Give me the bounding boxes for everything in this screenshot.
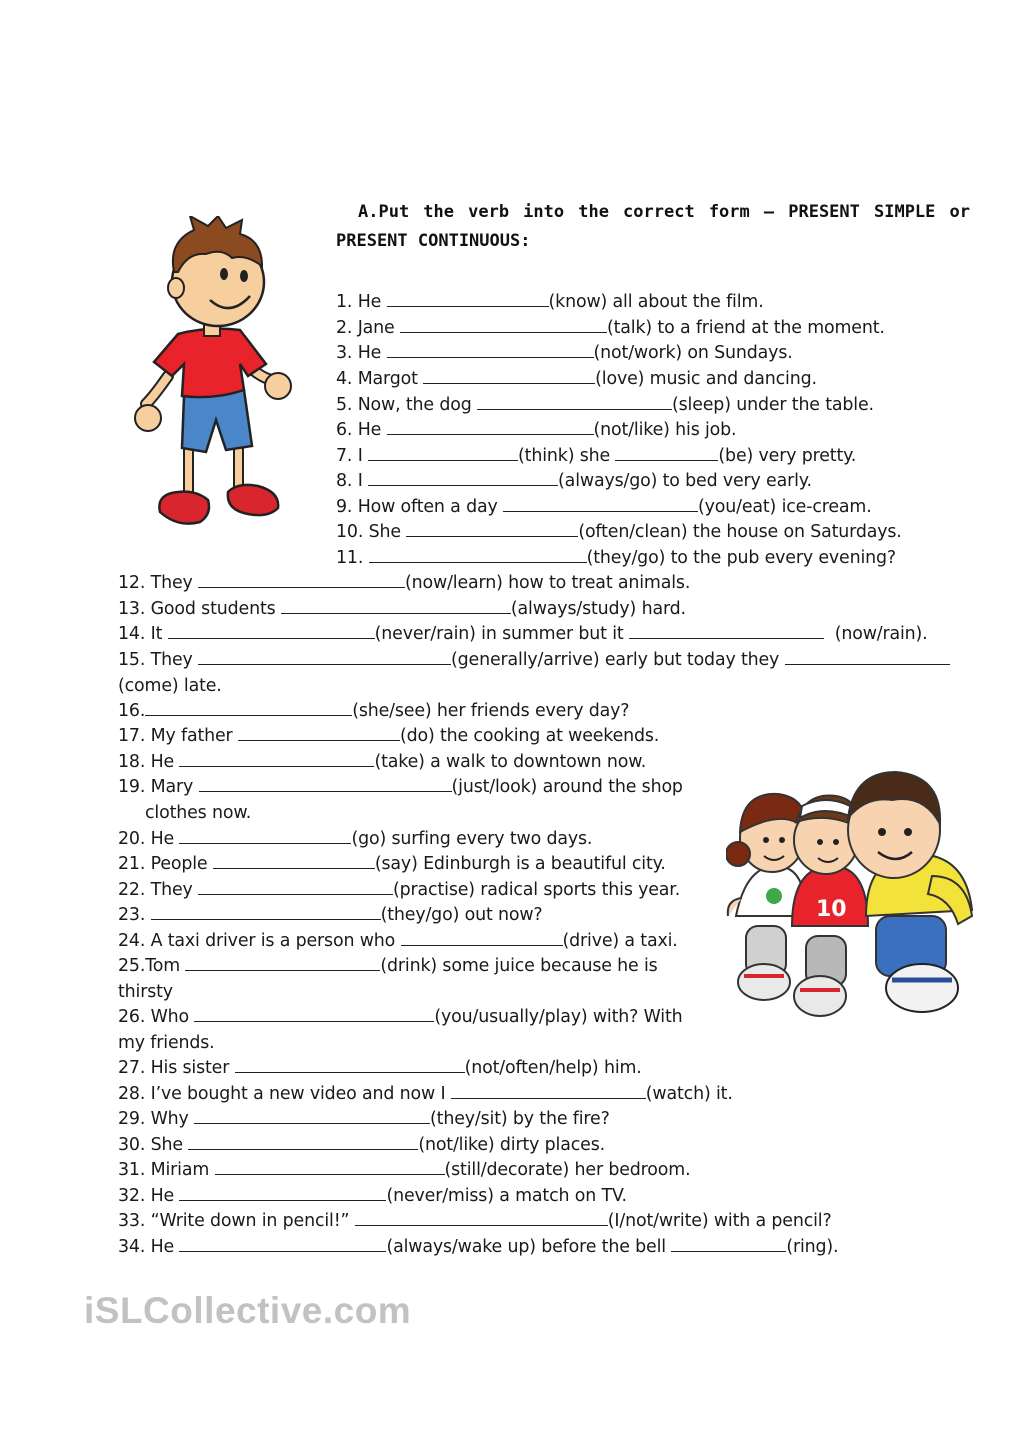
exercise-text: (now/learn) how to treat animals. [405, 573, 691, 593]
exercise-text: I [357, 446, 369, 466]
answer-blank[interactable] [194, 1106, 430, 1124]
exercise-item [336, 443, 856, 470]
exercise-item [118, 1132, 605, 1159]
exercise-number: 28. [118, 1084, 146, 1104]
exercise-number: 15. [118, 650, 146, 670]
answer-blank[interactable] [355, 1208, 608, 1226]
answer-blank[interactable] [387, 417, 594, 435]
exercise-item [336, 289, 764, 316]
svg-text:10: 10 [816, 897, 847, 922]
exercise-item [118, 877, 680, 904]
exercise-text: How often a day [357, 497, 503, 517]
exercise-number: 10. [336, 522, 364, 542]
exercise-text: (always/wake up) before the bell [386, 1237, 672, 1257]
exercise-number: 21. [118, 854, 146, 874]
exercise-item [118, 953, 658, 1005]
exercise-number: 11. [336, 548, 364, 568]
exercise-text: My father [150, 726, 238, 746]
exercise-item [118, 1234, 838, 1261]
exercise-continuation: (come) late. [118, 675, 222, 696]
exercise-text: (take) a walk to downtown now. [374, 752, 647, 772]
exercise-text: (not/often/help) him. [464, 1058, 642, 1078]
exercise-item [336, 468, 812, 495]
exercise-item [118, 647, 950, 699]
exercise-number: 23. [118, 905, 146, 925]
exercise-text: He [150, 1186, 180, 1206]
exercise-number: 29. [118, 1109, 146, 1129]
exercise-number: 34. [118, 1237, 146, 1257]
exercise-text: They [150, 573, 199, 593]
exercise-number: 20. [118, 829, 146, 849]
exercise-text: (often/clean) the house on Saturdays. [578, 522, 902, 542]
answer-blank[interactable] [168, 621, 375, 639]
exercise-item [118, 1157, 690, 1184]
exercise-text: (they/go) out now? [380, 905, 543, 925]
exercise-text: Margot [357, 369, 424, 389]
exercise-text: (say) Edinburgh is a beautiful city. [374, 854, 666, 874]
exercise-number: 16. [118, 701, 146, 721]
exercise-item [118, 621, 928, 648]
exercise-text: Why [150, 1109, 195, 1129]
answer-blank[interactable] [145, 698, 352, 716]
answer-blank[interactable] [785, 647, 950, 665]
answer-blank[interactable] [387, 340, 594, 358]
exercise-item [118, 698, 629, 725]
exercise-text: Now, the dog [357, 395, 477, 415]
exercise-item [118, 1055, 642, 1082]
exercise-number: 7. [336, 446, 353, 466]
exercise-text: They [150, 650, 199, 670]
answer-blank[interactable] [194, 1004, 434, 1022]
answer-blank[interactable] [401, 928, 563, 946]
exercise-text: She [368, 522, 407, 542]
answer-blank[interactable] [179, 1234, 386, 1252]
exercise-text: (think) she [518, 446, 616, 466]
answer-blank[interactable] [215, 1157, 445, 1175]
answer-blank[interactable] [629, 621, 824, 639]
exercise-item [336, 545, 896, 572]
exercise-text: Miriam [150, 1160, 215, 1180]
exercise-text: (not/like) his job. [593, 420, 737, 440]
exercise-text: They [150, 880, 199, 900]
answer-blank[interactable] [477, 392, 672, 410]
exercise-item [118, 1208, 832, 1235]
exercise-text: (not/work) on Sundays. [593, 343, 793, 363]
boy-illustration [128, 216, 300, 538]
answer-blank[interactable] [151, 902, 381, 920]
exercise-text: He [150, 752, 180, 772]
answer-blank[interactable] [179, 1183, 386, 1201]
exercise-item [336, 494, 872, 521]
answer-blank[interactable] [368, 443, 518, 461]
exercise-text: (they/go) to the pub every evening? [586, 548, 897, 568]
answer-blank[interactable] [198, 647, 451, 665]
exercise-text: (you/usually/play) with? With [434, 1007, 683, 1027]
exercise-text: (never/rain) in summer but it [374, 624, 629, 644]
exercise-text: (she/see) her friends every day? [352, 701, 630, 721]
answer-blank[interactable] [213, 851, 375, 869]
watermark-logo: iSLCollective.com [84, 1290, 412, 1331]
answer-blank[interactable] [387, 289, 549, 307]
answer-blank[interactable] [423, 366, 595, 384]
exercise-text: Who [150, 1007, 195, 1027]
exercise-text: (still/decorate) her bedroom. [444, 1160, 691, 1180]
exercise-continuation: clothes now. [145, 802, 252, 823]
answer-blank[interactable] [198, 877, 393, 895]
instructions-line-2: PRESENT CONTINUOUS: [336, 231, 531, 251]
exercise-text: He [357, 420, 387, 440]
exercise-number: 19. [118, 777, 146, 797]
exercise-number: 22. [118, 880, 146, 900]
exercise-text: “Write down in pencil!” [150, 1211, 355, 1231]
exercise-number: 25. [118, 956, 146, 976]
exercise-item [118, 928, 678, 955]
kids-illustration [726, 766, 988, 1028]
exercise-number: 32. [118, 1186, 146, 1206]
exercise-item [336, 366, 817, 393]
exercise-item [336, 519, 902, 546]
exercise-number: 18. [118, 752, 146, 772]
answer-blank[interactable] [615, 443, 718, 461]
exercise-text: (practise) radical sports this year. [393, 880, 681, 900]
exercise-item [118, 902, 543, 929]
exercise-number: 5. [336, 395, 353, 415]
exercise-text: (watch) it. [645, 1084, 733, 1104]
exercise-text: (not/like) dirty places. [418, 1135, 605, 1155]
exercise-number: 4. [336, 369, 353, 389]
exercise-item [118, 570, 690, 597]
exercise-text: (always/go) to bed very early. [558, 471, 812, 491]
exercise-text: He [150, 829, 180, 849]
exercise-text: (just/look) around the shop [451, 777, 683, 797]
exercise-text: (be) very pretty. [718, 446, 857, 466]
exercise-text: (drive) a taxi. [562, 931, 678, 951]
exercise-item [118, 851, 666, 878]
exercise-text: Jane [357, 318, 400, 338]
answer-blank[interactable] [451, 1081, 646, 1099]
answer-blank[interactable] [199, 774, 452, 792]
exercise-text: (go) surfing every two days. [351, 829, 593, 849]
exercise-text: (I/not/write) with a pencil? [607, 1211, 832, 1231]
answer-blank[interactable] [503, 494, 698, 512]
exercise-continuation: thirsty [118, 981, 173, 1002]
exercise-text: A taxi driver is a person who [150, 931, 401, 951]
exercise-number: 8. [336, 471, 353, 491]
exercise-continuation: my friends. [118, 1032, 215, 1053]
answer-blank[interactable] [369, 545, 587, 563]
answer-blank[interactable] [198, 570, 405, 588]
exercise-text: (love) music and dancing. [595, 369, 817, 389]
exercise-text: (sleep) under the table. [671, 395, 874, 415]
exercise-text: He [357, 343, 387, 363]
exercise-text: (know) all about the film. [548, 292, 764, 312]
answer-blank[interactable] [235, 1055, 465, 1073]
answer-blank[interactable] [406, 519, 578, 537]
exercise-number: 12. [118, 573, 146, 593]
exercise-number: 3. [336, 343, 353, 363]
exercise-text: People [150, 854, 213, 874]
exercise-text: His sister [150, 1058, 235, 1078]
answer-blank[interactable] [188, 1132, 418, 1150]
exercise-text: (drink) some juice because he is [380, 956, 658, 976]
answer-blank[interactable] [368, 468, 558, 486]
exercise-item [118, 1106, 610, 1133]
answer-blank[interactable] [179, 826, 351, 844]
answer-blank[interactable] [179, 749, 374, 767]
exercise-text: (they/sit) by the fire? [430, 1109, 610, 1129]
answer-blank[interactable] [400, 315, 607, 333]
exercise-text: (ring). [786, 1237, 839, 1257]
exercise-item [118, 826, 592, 853]
exercise-item [118, 1183, 627, 1210]
exercise-item [336, 315, 885, 342]
exercise-text: She [150, 1135, 189, 1155]
exercise-number: 30. [118, 1135, 146, 1155]
exercise-number: 6. [336, 420, 353, 440]
exercise-text: (you/eat) ice-cream. [697, 497, 872, 517]
exercise-text: (do) the cooking at weekends. [399, 726, 660, 746]
exercise-text: Good students [150, 599, 281, 619]
exercise-text: I’ve bought a new video and now I [150, 1084, 451, 1104]
exercise-text: It [150, 624, 168, 644]
exercise-number: 2. [336, 318, 353, 338]
exercise-number: 24. [118, 931, 146, 951]
exercise-item [118, 596, 686, 623]
answer-blank[interactable] [671, 1234, 786, 1252]
exercise-text: I [357, 471, 369, 491]
answer-blank[interactable] [281, 596, 511, 614]
exercise-item [336, 392, 874, 419]
exercise-number: 27. [118, 1058, 146, 1078]
exercise-item [118, 1081, 733, 1108]
exercise-text: (generally/arrive) early but today they [451, 650, 785, 670]
exercise-text: (never/miss) a match on TV. [386, 1186, 627, 1206]
exercise-text: (now/rain). [823, 624, 928, 644]
exercise-item [336, 340, 793, 367]
answer-blank[interactable] [238, 723, 400, 741]
instructions-heading [336, 198, 970, 256]
exercise-item [118, 723, 659, 750]
exercise-number: 31. [118, 1160, 146, 1180]
exercise-text: He [150, 1237, 180, 1257]
exercise-item [118, 749, 646, 776]
answer-blank[interactable] [185, 953, 380, 971]
exercise-text: Tom [145, 956, 186, 976]
exercise-number: 26. [118, 1007, 146, 1027]
exercise-number: 14. [118, 624, 146, 644]
exercise-text: He [357, 292, 387, 312]
exercise-text: (always/study) hard. [510, 599, 686, 619]
exercise-number: 9. [336, 497, 353, 517]
exercise-text: Mary [150, 777, 199, 797]
instructions-line-1: A.Put the verb into the correct form – PRESENT SIMPLE or [358, 202, 970, 222]
exercise-text: (talk) to a friend at the moment. [606, 318, 885, 338]
exercise-number: 13. [118, 599, 146, 619]
exercise-item [118, 1004, 683, 1056]
exercise-number: 33. [118, 1211, 146, 1231]
exercise-number: 1. [336, 292, 353, 312]
exercise-number: 17. [118, 726, 146, 746]
exercise-item [118, 774, 683, 826]
exercise-item [336, 417, 736, 444]
